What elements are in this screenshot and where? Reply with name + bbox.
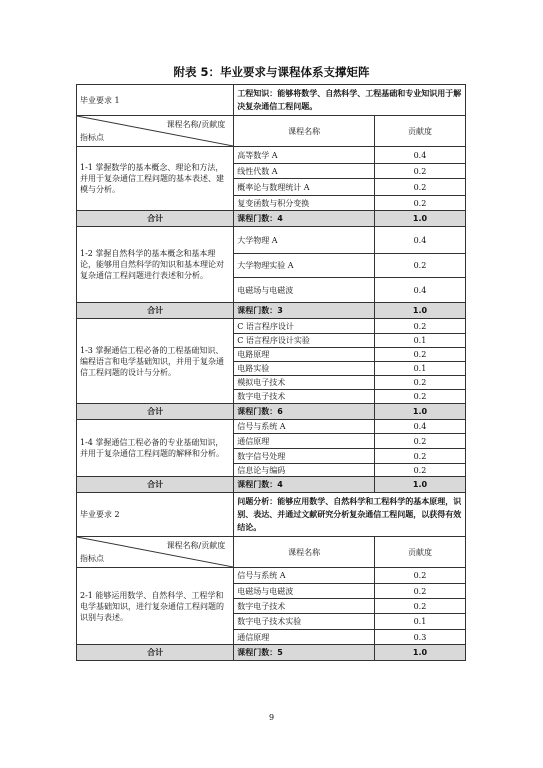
- requirement-description: 工程知识：能够将数学、自然科学、工程基础和专业知识用于解决复杂通信工程问题。: [234, 85, 466, 116]
- contribution-column-header: 贡献度: [374, 537, 465, 568]
- course-name: 数字电子技术: [234, 599, 375, 614]
- course-name: 概率论与数理统计 A: [234, 179, 375, 196]
- total-row: [77, 211, 466, 227]
- course-name: 模拟电子技术: [234, 376, 375, 390]
- total-contribution: 1.0: [374, 404, 465, 420]
- contribution-column-header: 贡献度: [374, 116, 465, 147]
- diagonal-header-cell: [77, 537, 234, 568]
- course-contribution: 0.4: [374, 420, 465, 434]
- course-contribution: 0.2: [374, 196, 465, 211]
- course-contribution: 0.2: [374, 376, 465, 390]
- total-contribution: 1.0: [374, 211, 465, 227]
- course-contribution: 0.2: [374, 164, 465, 179]
- course-name: C 语言程序设计: [234, 319, 375, 334]
- total-row: [77, 303, 466, 319]
- total-label: 合计: [77, 303, 234, 319]
- total-row: [77, 645, 466, 661]
- course-contribution: 0.1: [374, 334, 465, 348]
- indicator-text: 1-2 掌握自然科学的基本概念和基本理论，能够用自然科学的知识和基本理论对复杂通信工程问题进行表述和分析。: [77, 227, 234, 303]
- total-contribution: 1.0: [374, 477, 465, 493]
- diagonal-header-cell: [77, 116, 234, 147]
- course-contribution: 0.3: [374, 630, 465, 645]
- course-name: 电磁场与电磁波: [234, 278, 375, 303]
- header-top-label: 课程名称/贡献度: [166, 120, 226, 129]
- course-contribution: 0.2: [374, 179, 465, 196]
- course-contribution: 0.2: [374, 348, 465, 362]
- course-name: 数字电子技术实验: [234, 614, 375, 630]
- course-name: 信号与系统 A: [234, 420, 375, 434]
- total-label: 合计: [77, 645, 234, 661]
- course-contribution: 0.2: [374, 568, 465, 584]
- total-course-count: 课程门数：6: [234, 404, 375, 420]
- total-course-count: 课程门数：4: [234, 211, 375, 227]
- course-name: 大学物理实验 A: [234, 254, 375, 278]
- indicator-text: 1-4 掌握通信工程必备的专业基础知识，并用于复杂通信工程问题的解释和分析。: [77, 420, 234, 477]
- course-contribution: 0.2: [374, 449, 465, 464]
- page-number: 9: [268, 713, 275, 722]
- requirement-label: 毕业要求 2: [77, 493, 234, 537]
- course-name: 高等数学 A: [234, 147, 375, 164]
- course-name: 数字电子技术: [234, 390, 375, 404]
- course-contribution: 0.2: [374, 319, 465, 334]
- course-name: 电路原理: [234, 348, 375, 362]
- requirement-description: 问题分析：能够应用数学、自然科学和工程科学的基本原理，识别、表达、并通过文献研究分析复杂通信工程问题，以获得有效结论。: [234, 493, 466, 537]
- total-label: 合计: [77, 477, 234, 493]
- course-name: 数字信号处理: [234, 449, 375, 464]
- indicator-text: 1-3 掌握通信工程必备的工程基础知识、编程语言和电学基础知识，并用于复杂通信工程问题的设计与分析。: [77, 319, 234, 404]
- course-name: 通信原理: [234, 434, 375, 449]
- course-name: 复变函数与积分变换: [234, 196, 375, 211]
- course-name: 信号与系统 A: [234, 568, 375, 584]
- page-title: 附表 5：毕业要求与课程体系支撑矩阵: [173, 65, 370, 79]
- requirement-row: [77, 85, 466, 116]
- total-label: 合计: [77, 211, 234, 227]
- course-contribution: 0.2: [374, 584, 465, 599]
- course-contribution: 0.2: [374, 390, 465, 404]
- course-contribution: 0.2: [374, 464, 465, 477]
- course-row: [77, 147, 466, 164]
- requirement-row: [77, 493, 466, 537]
- course-contribution: 0.4: [374, 278, 465, 303]
- course-contribution: 0.2: [374, 434, 465, 449]
- indicator-text: 2-1 能够运用数学、自然科学、工程学和电学基础知识，进行复杂通信工程问题的识别与表述。: [77, 568, 234, 645]
- course-row: [77, 227, 466, 254]
- course-name: 大学物理 A: [234, 227, 375, 254]
- header-bottom-label: 指标点: [80, 133, 104, 142]
- course-contribution: 0.2: [374, 599, 465, 614]
- matrix-header-row: [77, 537, 466, 568]
- course-row: [77, 319, 466, 334]
- course-contribution: 0.4: [374, 227, 465, 254]
- course-row: [77, 568, 466, 584]
- indicator-text: 1-1 掌握数学的基本概念、理论和方法，并用于复杂通信工程问题的基本表述、建模与分析。: [77, 147, 234, 211]
- requirement-label: 毕业要求 1: [77, 85, 234, 116]
- course-name: 通信原理: [234, 630, 375, 645]
- total-row: [77, 477, 466, 493]
- course-name: C 语言程序设计实验: [234, 334, 375, 348]
- total-contribution: 1.0: [374, 645, 465, 661]
- total-contribution: 1.0: [374, 303, 465, 319]
- course-name: 电路实验: [234, 362, 375, 376]
- course-contribution: 0.1: [374, 362, 465, 376]
- header-top-label: 课程名称/贡献度: [166, 541, 226, 550]
- course-name: 线性代数 A: [234, 164, 375, 179]
- course-contribution: 0.4: [374, 147, 465, 164]
- total-label: 合计: [77, 404, 234, 420]
- header-bottom-label: 指标点: [80, 554, 104, 563]
- course-column-header: 课程名称: [234, 537, 375, 568]
- support-matrix-table: [76, 84, 466, 661]
- matrix-header-row: [77, 116, 466, 147]
- course-name: 信息论与编码: [234, 464, 375, 477]
- course-column-header: 课程名称: [234, 116, 375, 147]
- total-course-count: 课程门数：5: [234, 645, 375, 661]
- course-contribution: 0.1: [374, 614, 465, 630]
- total-course-count: 课程门数：4: [234, 477, 375, 493]
- course-row: [77, 420, 466, 434]
- course-contribution: 0.2: [374, 254, 465, 278]
- total-course-count: 课程门数：3: [234, 303, 375, 319]
- course-name: 电磁场与电磁波: [234, 584, 375, 599]
- total-row: [77, 404, 466, 420]
